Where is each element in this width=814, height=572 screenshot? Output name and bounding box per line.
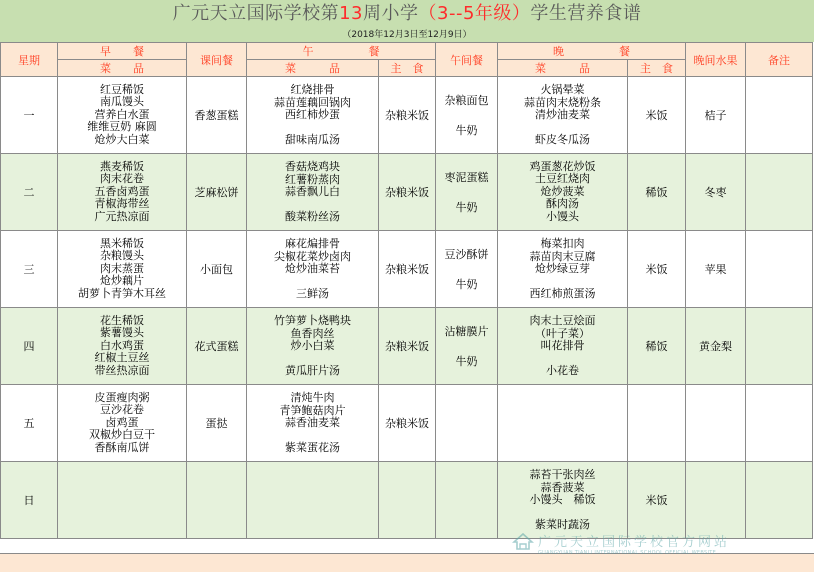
snack-cell [187,77,247,154]
breakfast-item: 白水鸡蛋 [100,338,144,352]
lunch_dishes-item: 麻花煸排骨 [285,237,340,250]
note-cell [746,462,813,539]
dinner_dishes-item: 蒜苔干张肉丝 [529,468,596,481]
snack-text: 小面包 [200,263,233,276]
lunch_soup: 甜味南瓜汤 [285,132,340,146]
breakfast-item: 红椒土豆丝 [94,351,150,365]
note-cell [746,385,813,462]
header-dinner-staple: 主 食 [628,60,686,77]
night-fruit-cell [686,231,746,308]
afternoon-item: 牛奶 [455,201,478,214]
snack-text: 蛋挞 [205,417,228,430]
dinner-dishes-cell [498,77,628,154]
dinner_staple-text: 稀饭 [645,186,668,199]
night-fruit-cell [686,385,746,462]
header-day: 星期 [1,43,58,77]
snack-cell [187,308,247,385]
lunch-staple-cell [379,77,436,154]
day-text: 四 [23,340,35,353]
dinner_staple-text: 米饭 [645,109,668,122]
afternoon-item: 沾糖膜片 [444,325,489,338]
snack-cell [187,231,247,308]
afternoon-item: 牛奶 [455,124,478,137]
afternoon-item: 牛奶 [455,355,478,368]
header-dinner: 晚 餐 [498,43,686,60]
breakfast-cell [58,77,187,154]
header-dinner-dishes: 菜 品 [498,60,628,77]
lunch_dishes-item: 青笋鲍菇肉片 [279,403,346,417]
breakfast-item: 黑米稀饭 [100,236,144,250]
breakfast-item: 皮蛋瘦肉粥 [94,390,150,404]
day-label [1,462,58,539]
dinner_dishes-item: 蒜苗肉末烧粉条 [524,95,601,109]
dinner_dishes-item: 鸡蛋葱花炒饭 [529,159,596,173]
lunch-dishes-cell [247,308,379,385]
breakfast-item: 花生稀饭 [100,313,144,327]
menu-day-row [1,231,813,308]
watermark-en: GUANGYUAN TIANLI INTERNATIONAL SCHOOL OFFICIAL WEBSITE [538,549,717,556]
dinner-dishes-cell [498,462,628,539]
afternoon-cell [436,385,498,462]
day-label [1,308,58,385]
dinner_dishes-item: 叫花排骨 [540,339,585,352]
menu-day-row [1,154,813,231]
dinner_dishes-item: 炝炒绿豆芽 [535,262,590,275]
dinner_soup: 紫菜时蔬汤 [535,517,590,531]
breakfast-item: 肉末蒸蛋 [100,261,144,275]
afternoon-cell [436,308,498,385]
snack-text: 芝麻松饼 [194,186,239,199]
menu-title [0,0,814,29]
breakfast-item: 带丝热凉面 [94,363,150,377]
lunch_dishes-item: 红烧排骨 [290,83,335,96]
note-cell [746,308,813,385]
dinner_soup: 小花卷 [546,363,579,377]
lunch_dishes-item: 香菇烧鸡块 [285,160,340,173]
header-lunch-dishes: 菜 品 [247,60,379,77]
note-cell [746,77,813,154]
dinner_dishes-item: 火锅晕菜 [540,83,585,96]
dinner-staple-cell [628,385,686,462]
night-fruit-cell [686,154,746,231]
dinner_dishes-item: 梅菜扣肉 [540,237,585,250]
menu-day-row [1,77,813,154]
breakfast-item: 炝炒藕片 [100,274,144,288]
day-label [1,385,58,462]
fruit-text: 黄金梨 [699,340,732,353]
lunch_dishes-item: 蒜苗莲藕回锅肉 [274,95,351,109]
day-text: 五 [23,417,35,430]
dinner_dishes-item: 肉末土豆烩面 [529,314,596,327]
afternoon-item: 枣泥蛋糕 [444,171,489,184]
lunch_staple-text: 杂粮米饭 [385,417,429,430]
dinner_dishes-item: 酥肉汤 [546,197,579,211]
night-fruit-cell [686,462,746,539]
lunch_staple-text: 杂粮米饭 [385,263,429,276]
lunch-staple-cell [379,231,436,308]
lunch_staple-text: 杂粮米饭 [385,186,429,199]
breakfast-item: 南瓜馒头 [100,95,144,109]
night-fruit-cell [686,77,746,154]
lunch_soup: 黄瓜肝片汤 [285,363,340,377]
lunch-dishes-cell [247,385,379,462]
snack-cell [187,385,247,462]
lunch-staple-cell [379,462,436,539]
lunch_dishes-item: 清炖牛肉 [290,391,335,404]
breakfast-item: 豆沙花卷 [100,403,144,417]
breakfast-item: 香酥南瓜饼 [94,440,150,454]
dinner-staple-cell [628,462,686,539]
lunch-staple-cell [379,308,436,385]
title-grades: （3--5年级） [418,3,531,24]
lunch_dishes-item: 西红柿炒蛋 [285,108,340,121]
lunch-dishes-cell [247,231,379,308]
breakfast-item: 燕麦稀饭 [100,159,144,173]
dinner_dishes-item: 清炒油麦菜 [535,108,590,121]
breakfast-cell [58,231,187,308]
breakfast-item: 营养白水蛋 [94,107,150,121]
title-mid: 周小学 [363,3,419,24]
day-text: 三 [23,263,35,276]
afternoon-cell [436,154,498,231]
lunch_dishes-item: 蒜香油麦菜 [285,416,340,429]
dinner_dishes-item: 小馒头 稀饭 [529,493,596,506]
day-label [1,231,58,308]
breakfast-item: 青椒海带丝 [94,197,150,211]
dinner_soup: 虾皮冬瓜汤 [535,132,590,146]
dinner-dishes-cell [498,154,628,231]
breakfast-item: 双椒炒白豆干 [89,428,155,442]
breakfast-item: 广元热凉面 [94,209,150,223]
dinner-staple-cell [628,154,686,231]
breakfast-cell [58,462,187,539]
dinner_dishes-item: 炝炒菠菜 [540,184,585,198]
dinner_staple-text: 米饭 [645,494,668,507]
breakfast-item: 维维豆奶 麻圆 [87,120,157,134]
lunch_staple-text: 杂粮米饭 [385,340,429,353]
note-cell [746,154,813,231]
lunch_dishes-item: 炝炒油菜苔 [285,262,340,275]
lunch-dishes-cell [247,462,379,539]
header-breakfast: 早 餐 [58,43,187,60]
fruit-text: 苹果 [704,263,727,276]
header-breakfast-dishes: 菜 品 [58,60,187,77]
dinner_staple-text: 米饭 [645,263,668,276]
day-label [1,154,58,231]
dinner-staple-cell [628,308,686,385]
afternoon-cell [436,231,498,308]
snack-text: 花式蛋糕 [194,340,239,353]
breakfast-item: 胡萝卜青笋木耳丝 [78,286,166,300]
afternoon-cell [436,77,498,154]
fruit-text: 桔子 [704,109,727,122]
header-lunch-staple: 主 食 [379,60,436,77]
dinner_dishes-item: 蒜苗肉末豆腐 [529,249,596,263]
title-week-number: 13 [339,3,363,24]
dinner_dishes-item: 土豆红烧肉 [535,172,590,186]
afternoon-item: 杂粮面包 [444,94,489,107]
date-range: （2018年12月3日至12月9日） [0,28,814,42]
dinner-dishes-cell [498,231,628,308]
dinner_soup: 西红柿煎蛋汤 [529,286,596,300]
lunch_staple-text: 杂粮米饭 [385,109,429,122]
menu-day-row [1,308,813,385]
lunch-staple-cell [379,154,436,231]
dinner_staple-text: 稀饭 [645,340,668,353]
afternoon-item: 牛奶 [455,278,478,291]
header-afternoon: 午间餐 [436,43,498,77]
note-cell [746,231,813,308]
breakfast-item: 红豆稀饭 [100,82,144,96]
dinner_dishes-item: 蒜香菠菜 [540,480,585,494]
breakfast-item: 杂粮馒头 [100,249,144,263]
header-night-fruit: 晚间水果 [686,43,746,77]
lunch_dishes-item: 炒小白菜 [290,339,335,352]
menu-day-row [1,462,813,539]
lunch_dishes-item: 红薯粉蒸肉 [285,172,340,186]
dinner-dishes-cell [498,308,628,385]
snack-cell [187,462,247,539]
lunch_dishes-item: 尖椒花菜炒卤肉 [274,249,351,263]
day-label [1,77,58,154]
lunch-dishes-cell [247,77,379,154]
snack-cell [187,154,247,231]
breakfast-item: 炝炒大白菜 [94,132,150,146]
lunch_dishes-item: 鱼香肉丝 [290,326,335,340]
breakfast-cell [58,154,187,231]
breakfast-item: 肉末花卷 [100,172,144,186]
night-fruit-cell [686,308,746,385]
title-suffix: 学生营养食谱 [530,3,642,24]
header-lunch: 午 餐 [247,43,436,60]
lunch-staple-cell [379,385,436,462]
dinner-staple-cell [628,231,686,308]
dinner_dishes-item: （叶子菜） [535,326,590,340]
header-note: 备注 [746,43,813,77]
breakfast-cell [58,385,187,462]
watermark-cn: 广元天立国际学校官方网站 [538,534,731,550]
header-row [1,43,813,60]
fruit-text: 冬枣 [704,186,727,199]
lunch_dishes-item: 竹笋萝卜烧鸭块 [274,314,351,327]
lunch_soup: 三鲜汤 [296,286,329,300]
menu-table [0,42,813,539]
breakfast-item: 紫薯馒头 [100,326,144,340]
afternoon-cell [436,462,498,539]
day-text: 日 [23,494,35,507]
title-prefix: 广元天立国际学校第 [172,3,340,24]
breakfast-item: 卤鸡蛋 [105,415,139,429]
day-text: 二 [23,186,35,199]
snack-text: 香葱蛋糕 [194,109,239,122]
header-snack: 课间餐 [187,43,247,77]
lunch_soup: 紫菜蛋花汤 [285,440,340,454]
dinner_dishes-item: 小馒头 [546,209,579,223]
lunch_dishes-item: 蒜香飘儿白 [285,185,340,198]
day-text: 一 [23,109,35,122]
menu-day-row [1,385,813,462]
afternoon-item: 豆沙酥饼 [444,248,489,261]
dinner-staple-cell [628,77,686,154]
lunch-dishes-cell [247,154,379,231]
breakfast-item: 五香卤鸡蛋 [94,184,150,198]
table-footer-bar [0,553,814,572]
dinner-dishes-cell [498,385,628,462]
breakfast-cell [58,308,187,385]
lunch_soup: 酸菜粉丝汤 [285,209,340,223]
